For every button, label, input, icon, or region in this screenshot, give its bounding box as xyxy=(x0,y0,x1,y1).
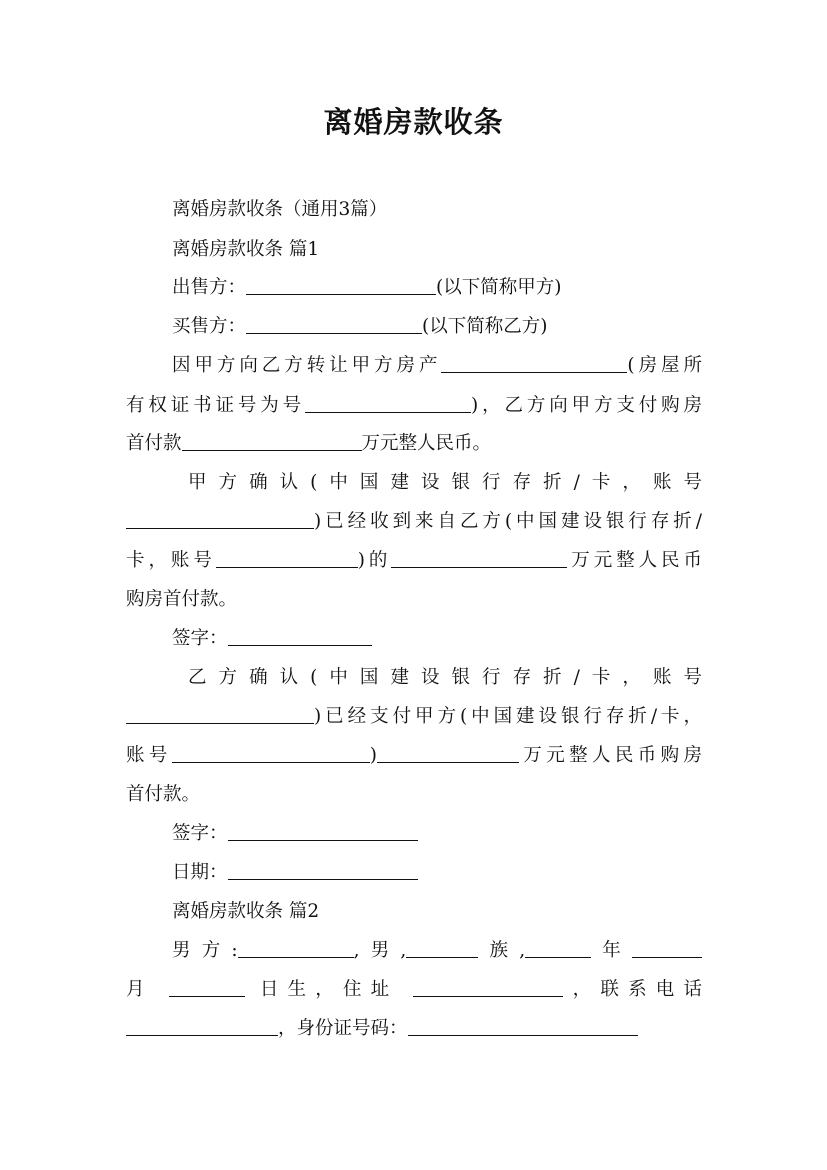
subtitle: 离婚房款收条（通用3篇） xyxy=(172,199,388,220)
text-span: 日生，住址 xyxy=(259,979,399,1000)
section-heading-1: 离婚房款收条 篇1 xyxy=(172,239,320,260)
buyer-blank[interactable] xyxy=(246,313,422,334)
amount-blank[interactable] xyxy=(377,742,519,763)
text-span: 万元整人民币。 xyxy=(361,433,492,454)
text-span: 族, xyxy=(478,940,526,961)
account-blank[interactable] xyxy=(126,703,314,724)
text-span: ，联系电话 xyxy=(563,979,702,1000)
text-span: 账号 xyxy=(126,745,172,766)
account-blank[interactable] xyxy=(172,742,370,763)
month-blank[interactable] xyxy=(632,937,702,958)
text-span: ) xyxy=(369,745,377,766)
paragraph-line xyxy=(126,430,702,458)
text-span: ，身份证号码： xyxy=(278,1018,408,1039)
paragraph-line xyxy=(126,392,702,420)
signature-label: 签字： xyxy=(172,628,228,649)
seller-note: (以下简称甲方) xyxy=(436,277,562,298)
text-span: )的 xyxy=(357,550,392,571)
text-span: 首付款 xyxy=(126,433,182,454)
seller-blank[interactable] xyxy=(246,274,436,295)
signature-line xyxy=(172,625,702,653)
name-blank[interactable] xyxy=(238,937,354,958)
paragraph-line: 乙方确认(中国建设银行存折/卡，账号 xyxy=(188,667,702,688)
paragraph-line xyxy=(172,937,702,965)
phone-blank[interactable] xyxy=(126,1015,278,1036)
year-blank[interactable] xyxy=(525,937,591,958)
text-span: )已经收到来自乙方(中国建设银行存折/ xyxy=(314,511,702,532)
text-span: 卡，账号 xyxy=(126,550,216,571)
paragraph-line xyxy=(126,508,702,536)
address-blank[interactable] xyxy=(413,976,563,997)
date-label: 日期： xyxy=(172,862,228,883)
paragraph-line: 甲方确认(中国建设银行存折/卡，账号 xyxy=(188,472,702,493)
paragraph-line xyxy=(126,976,702,1004)
paragraph-line xyxy=(126,547,702,575)
seller-line xyxy=(172,274,702,302)
account-blank[interactable] xyxy=(216,547,358,568)
text-span: 因甲方向乙方转让甲方房产 xyxy=(172,355,442,376)
text-span: (房屋所 xyxy=(627,355,702,376)
text-span: 有权证书证号为号 xyxy=(126,395,306,416)
date-line xyxy=(172,859,702,887)
id-number-blank[interactable] xyxy=(408,1015,638,1036)
paragraph-line: 购房首付款。 xyxy=(126,589,238,610)
amount-blank[interactable] xyxy=(391,547,567,568)
text-span: 万元整人民币 xyxy=(567,550,702,571)
section-heading-2: 离婚房款收条 篇2 xyxy=(172,901,320,922)
signature-blank[interactable] xyxy=(228,625,372,646)
signature-label: 签字： xyxy=(172,823,228,844)
buyer-note: (以下简称乙方) xyxy=(422,316,548,337)
property-blank[interactable] xyxy=(441,352,627,373)
text-span: 年 xyxy=(591,940,632,961)
account-blank[interactable] xyxy=(126,508,314,529)
text-span: 万元整人民币购房 xyxy=(518,745,702,766)
text-span: )，乙方向甲方支付购房 xyxy=(471,395,702,416)
text-span: 男方: xyxy=(172,940,238,961)
paragraph-line xyxy=(126,1015,702,1043)
paragraph-line: 首付款。 xyxy=(126,784,201,805)
text-span: )已经支付甲方(中国建设银行存折/卡， xyxy=(314,706,702,727)
signature-blank[interactable] xyxy=(228,820,418,841)
buyer-line xyxy=(172,313,702,341)
buyer-label: 买售方： xyxy=(172,316,247,337)
amount-blank[interactable] xyxy=(182,430,362,451)
signature-line xyxy=(172,820,702,848)
paragraph-line xyxy=(126,703,702,731)
day-blank[interactable] xyxy=(169,976,245,997)
document-title: 离婚房款收条 xyxy=(323,105,504,139)
seller-label: 出售方： xyxy=(172,277,247,298)
date-blank[interactable] xyxy=(228,859,418,880)
paragraph-line xyxy=(172,352,702,380)
paragraph-line xyxy=(126,742,702,770)
text-span: 月 xyxy=(126,979,154,1000)
certificate-blank[interactable] xyxy=(305,392,471,413)
ethnic-blank[interactable] xyxy=(406,937,478,958)
text-span: ,男, xyxy=(353,940,407,961)
